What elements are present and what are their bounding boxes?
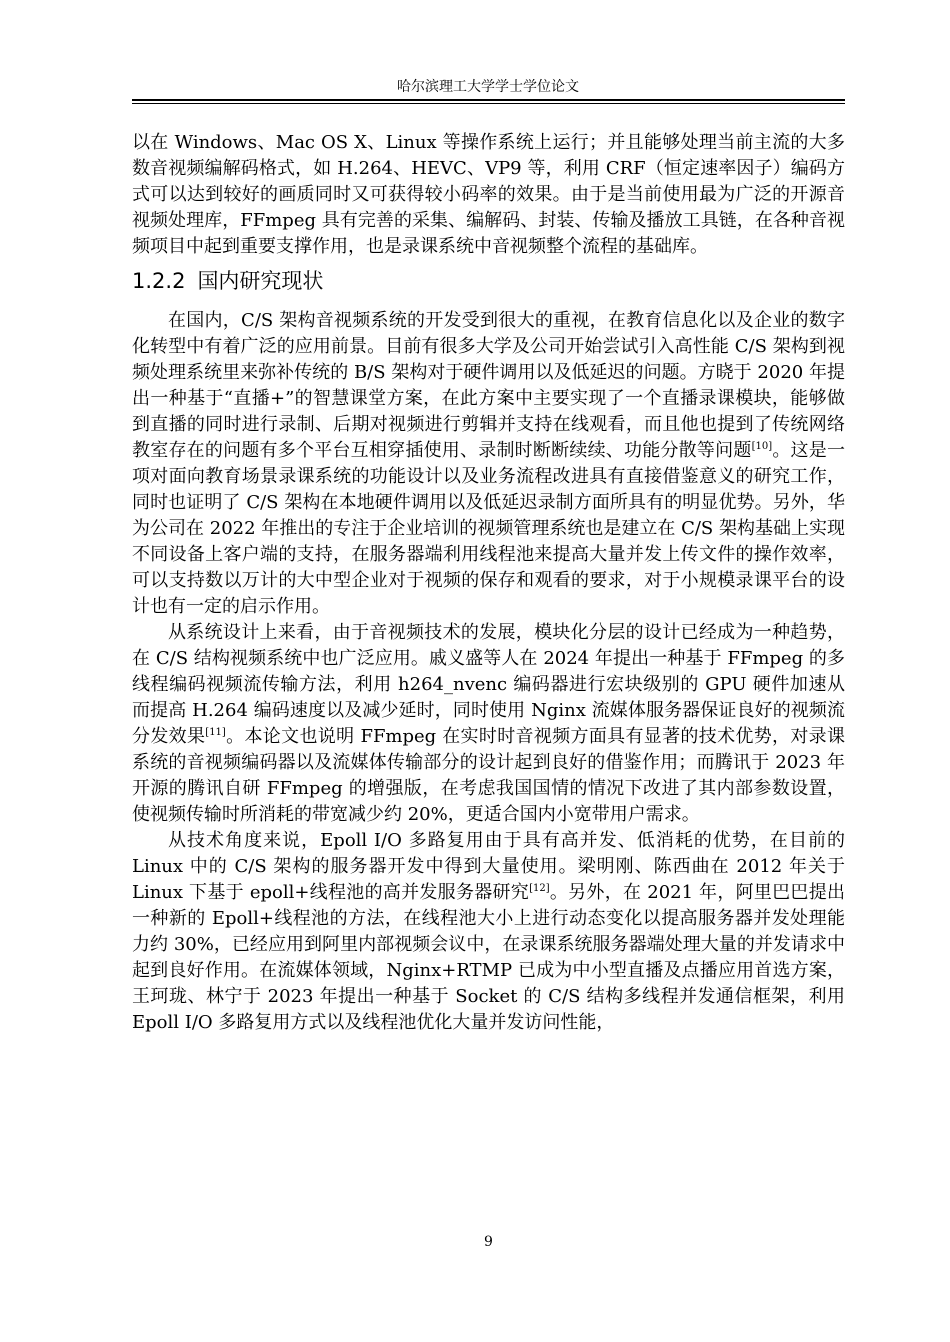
- citation-ref: [10]: [751, 441, 773, 452]
- body-text: [132, 130, 845, 1036]
- page-number: 9: [484, 1234, 493, 1250]
- running-header: 哈尔滨理工大学学士学位论文: [397, 79, 579, 95]
- header-rule-thick: [132, 99, 845, 101]
- paragraph-text: 。本论文也说明 FFmpeg 在实时时音视频方面具有显著的技术优势，对录课系统的音视频编码器以及流媒体传输部分的设计起到良好的借鉴作用；而腾讯于 2023 年开源的腾讯自研 FFmpeg 的增强版，在考虑我国国情的情况下改进了其内部参数设置，使视频传输时所消耗的带宽减少约 20%，更适合国内小宽带用户需求。: [132, 726, 846, 825]
- paragraph-text: 。另外，在 2021 年，阿里巴巴提出一种新的 Epoll+线程池的方法，在线程池大小上进行动态变化以提高服务器并发处理能力约 30%，已经应用到阿里内部视频会议中，在录课系统服务器端处理大量的并发请求中起到良好作用。在流媒体领域，Nginx+RTMP 已成为中小型直播及点播应用首选方案，王珂珑、林宁于 2023 年提出一种基于 Socket 的 C/S 结构多线程并发通信框架，利用 Epoll I/O 多路复用方式以及线程池优化大量并发访问性能，: [132, 882, 845, 1033]
- section-title: 国内研究现状: [197, 269, 324, 293]
- citation-ref: [12]: [529, 883, 550, 894]
- section-heading: [132, 266, 845, 296]
- paragraph: [132, 308, 845, 620]
- paragraph-text: 从技术角度来说，Epoll I/O 多路复用由于具有高并发、低消耗的优势，在目前的 Linux 中的 C/S 架构的服务器开发中得到大量使用。梁明刚、陈西曲在 2012 年关于 Linux 下基于 epoll+线程池的高并发服务器研究: [132, 830, 845, 903]
- header-rule-thin: [132, 103, 845, 104]
- paragraph-text: 。这是一项对面向教育场景录课系统的功能设计以及业务流程改进具有直接借鉴意义的研究工作，同时也证明了 C/S 架构在本地硬件调用以及低延迟录制方面所具有的明显优势。另外，华为公司在 2022 年推出的专注于企业培训的视频管理系统也是建立在 C/S 架构基础上实现不同设备上客户端的支持，在服务器端利用线程池来提高大量并发上传文件的操作效率，可以支持数以万计的大中型企业对于视频的保存和观看的要求，对于小规模录课平台的设计也有一定的启示作用。: [132, 440, 846, 617]
- section-number: 1.2.2: [132, 269, 186, 293]
- paragraph-text: 在国内，C/S 架构音视频系统的开发受到很大的重视，在教育信息化以及企业的数字化转型中有着广泛的应用前景。目前有很多大学及公司开始尝试引入高性能 C/S 架构到视频处理系统里来弥补传统的 B/S 架构对于硬件调用以及低延迟的问题。方晓于 2020 年提出一种基于“直播+”的智慧课堂方案，在此方案中主要实现了一个直播录课模块，能够做到直播的同时进行录制、后期对视频进行剪辑并支持在线观看，而且他也提到了传统网络教室存在的问题有多个平台互相穿插使用、录制时断断续续、功能分散等问题: [132, 310, 845, 461]
- paragraph-text: 从系统设计上来看，由于音视频技术的发展，模块化分层的设计已经成为一种趋势，在 C/S 结构视频系统中也广泛应用。戚义盛等人在 2024 年提出一种基于 FFmpeg 的多线程编码视频流传输方法，利用 h264_nvenc 编码器进行宏块级别的 GPU 硬件加速从而提高 H.264 编码速度以及减少延时，同时使用 Nginx 流媒体服务器保证良好的视频流分发效果: [132, 622, 845, 747]
- paragraph: [132, 828, 845, 1036]
- citation-ref: [11]: [205, 727, 226, 738]
- continuation-paragraph: 以在 Windows、Mac OS X、Linux 等操作系统上运行；并且能够处理当前主流的大多数音视频编解码格式，如 H.264、HEVC、VP9 等，利用 CRF（恒定速率因子）编码方式可以达到较好的画质同时又可获得较小码率的效果。由于是当前使用最为广泛的开源音视频处理库，FFmpeg 具有完善的采集、编解码、封装、传输及播放工具链，在各种音视频项目中起到重要支撑作用，也是录课系统中音视频整个流程的基础库。: [132, 132, 845, 257]
- paragraph: [132, 620, 845, 828]
